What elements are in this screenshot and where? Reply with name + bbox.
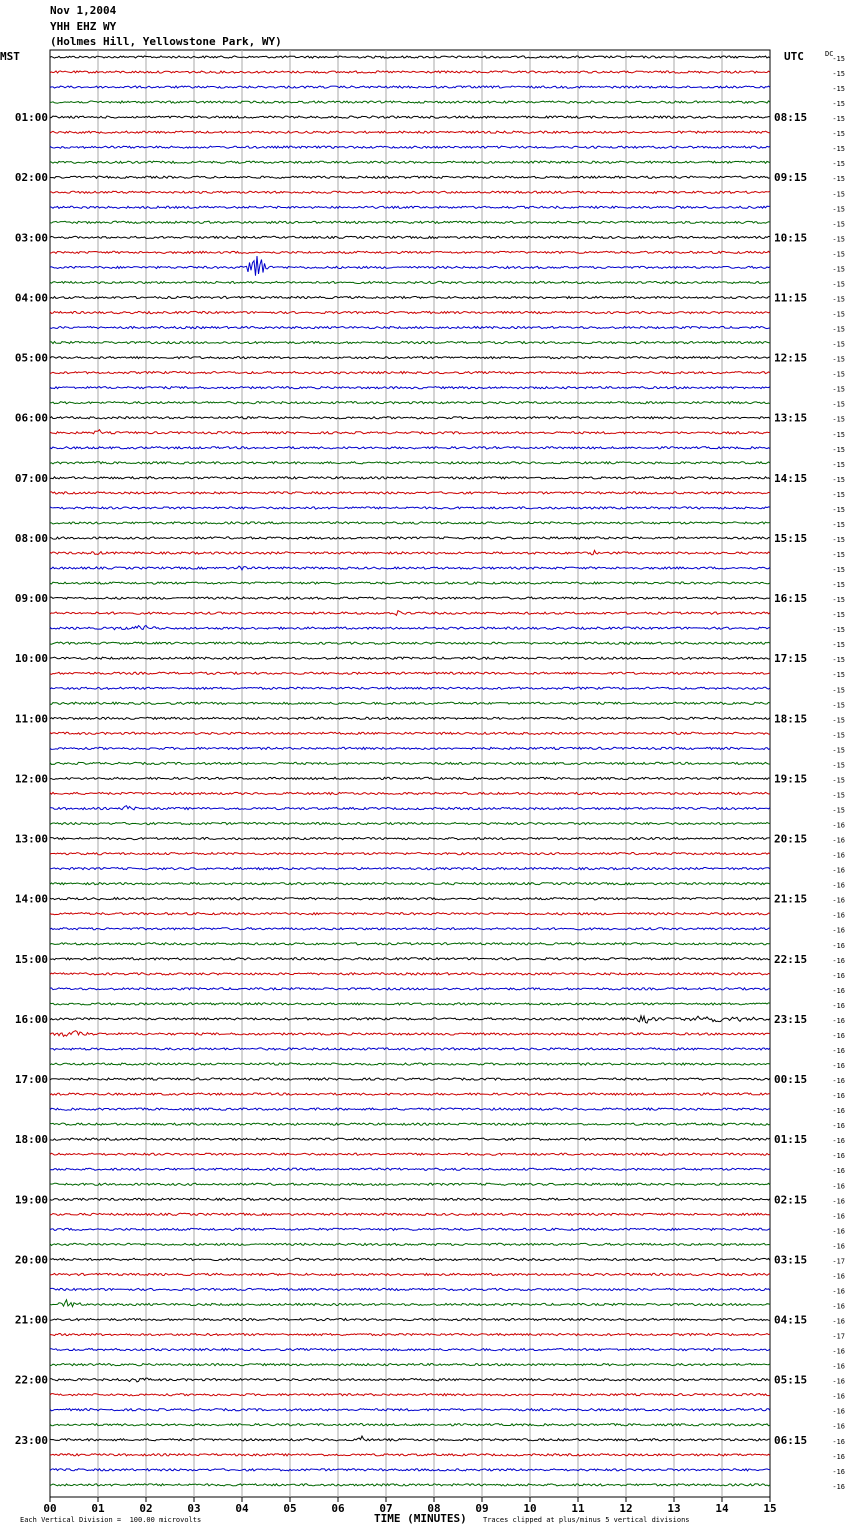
seismic-trace bbox=[50, 146, 770, 148]
right-axis-title: UTC bbox=[784, 50, 804, 63]
dc-offset-label: -15 bbox=[832, 280, 845, 289]
seismic-trace bbox=[50, 311, 770, 313]
seismic-trace bbox=[50, 342, 770, 344]
seismic-trace bbox=[50, 1048, 770, 1050]
seismic-trace bbox=[50, 777, 770, 779]
seismic-trace bbox=[50, 1198, 770, 1200]
seismic-trace bbox=[50, 372, 770, 374]
utc-hour-label: 15:15 bbox=[774, 531, 808, 545]
dc-offset-label: -16 bbox=[832, 1167, 845, 1176]
seismic-trace bbox=[50, 1378, 770, 1382]
dc-offset-label: -16 bbox=[832, 1152, 845, 1161]
seismic-trace bbox=[50, 988, 770, 990]
seismic-trace bbox=[50, 116, 770, 118]
seismic-trace bbox=[50, 1183, 770, 1185]
dc-offset-label: -15 bbox=[832, 160, 845, 169]
dc-offset-label: -15 bbox=[832, 115, 845, 124]
dc-offset-label: -15 bbox=[832, 175, 845, 184]
dc-offset-label: -15 bbox=[832, 205, 845, 214]
dc-offset-label: -15 bbox=[832, 295, 845, 304]
left-axis-title: MST bbox=[0, 50, 20, 63]
seismic-trace bbox=[50, 161, 770, 163]
dc-offset-label: -15 bbox=[832, 626, 845, 635]
dc-offset-label: -16 bbox=[832, 1077, 845, 1086]
seismic-trace bbox=[50, 1031, 770, 1037]
dc-offset-label: -16 bbox=[832, 1362, 845, 1371]
plot-date: Nov 1,2004 bbox=[50, 4, 117, 17]
dc-offset-label: -15 bbox=[832, 566, 845, 575]
mst-hour-label: 06:00 bbox=[14, 411, 48, 425]
utc-hour-label: 05:15 bbox=[774, 1373, 808, 1387]
dc-offset-label: -15 bbox=[832, 611, 845, 620]
dc-offset-label: -16 bbox=[832, 881, 845, 890]
seismic-trace bbox=[50, 1258, 770, 1260]
utc-hour-label: 12:15 bbox=[774, 351, 808, 365]
utc-hour-label: 14:15 bbox=[774, 471, 808, 485]
x-tick-label: 10 bbox=[523, 1502, 537, 1515]
x-tick-label: 01 bbox=[91, 1502, 105, 1515]
seismic-trace bbox=[50, 86, 770, 88]
dc-offset-label: -15 bbox=[832, 100, 845, 109]
dc-offset-label: -16 bbox=[832, 1031, 845, 1040]
dc-offset-label: -15 bbox=[832, 250, 845, 259]
utc-hour-label: 18:15 bbox=[774, 712, 808, 726]
dc-offset-label: -15 bbox=[832, 190, 845, 199]
station-location: (Holmes Hill, Yellowstone Park, WY) bbox=[50, 35, 282, 48]
dc-offset-label: -15 bbox=[832, 325, 845, 334]
seismic-trace bbox=[50, 447, 770, 449]
utc-hour-label: 02:15 bbox=[774, 1193, 808, 1207]
seismic-trace bbox=[50, 430, 770, 434]
seismic-trace bbox=[50, 1273, 770, 1275]
seismic-trace bbox=[50, 1168, 770, 1170]
seismic-trace bbox=[50, 1300, 770, 1307]
seismic-trace bbox=[50, 943, 770, 945]
seismic-trace bbox=[50, 507, 770, 509]
x-tick-label: 04 bbox=[235, 1502, 249, 1515]
utc-hour-label: 13:15 bbox=[774, 411, 808, 425]
dc-offset-label: -16 bbox=[832, 1392, 845, 1401]
dc-offset-label: -16 bbox=[832, 986, 845, 995]
dc-offset-label: -15 bbox=[832, 806, 845, 815]
utc-hour-label: 23:15 bbox=[774, 1012, 808, 1026]
dc-offset-label: -15 bbox=[832, 731, 845, 740]
dc-offset-label: -17 bbox=[832, 1332, 845, 1341]
x-tick-label: 06 bbox=[331, 1502, 345, 1515]
dc-offset-label: -16 bbox=[832, 1046, 845, 1055]
seismic-trace bbox=[50, 747, 770, 749]
dc-offset-label: -15 bbox=[832, 235, 845, 244]
mst-hour-label: 16:00 bbox=[14, 1012, 48, 1026]
x-tick-label: 00 bbox=[43, 1502, 57, 1515]
dc-offset-label: -16 bbox=[832, 1422, 845, 1431]
utc-hour-label: 08:15 bbox=[774, 111, 808, 125]
dc-offset-label: -15 bbox=[832, 535, 845, 544]
dc-offset-label: -16 bbox=[832, 1182, 845, 1191]
utc-hour-label: 11:15 bbox=[774, 291, 808, 305]
mst-hour-label: 21:00 bbox=[14, 1313, 48, 1327]
seismic-trace bbox=[50, 462, 770, 464]
utc-hour-label: 22:15 bbox=[774, 952, 808, 966]
mst-hour-label: 14:00 bbox=[14, 892, 48, 906]
dc-offset-label: -15 bbox=[832, 581, 845, 590]
seismic-trace bbox=[50, 1003, 770, 1005]
dc-offset-label: -16 bbox=[832, 1212, 845, 1221]
mst-hour-label: 18:00 bbox=[14, 1133, 48, 1147]
dc-offset-label: -16 bbox=[832, 1407, 845, 1416]
seismic-trace bbox=[50, 1484, 770, 1486]
seismic-trace bbox=[50, 402, 770, 404]
dc-offset-label: -16 bbox=[832, 1272, 845, 1281]
x-tick-label: 02 bbox=[139, 1502, 153, 1515]
utc-hour-label: 03:15 bbox=[774, 1253, 808, 1267]
mst-hour-label: 04:00 bbox=[14, 291, 48, 305]
dc-offset-label: -15 bbox=[832, 370, 845, 379]
seismic-trace bbox=[50, 1364, 770, 1366]
seismic-trace bbox=[50, 1394, 770, 1396]
mst-hour-label: 12:00 bbox=[14, 772, 48, 786]
dc-offset-label: -15 bbox=[832, 265, 845, 274]
dc-offset-label: -16 bbox=[832, 821, 845, 830]
x-tick-label: 15 bbox=[763, 1502, 777, 1515]
mst-hour-label: 15:00 bbox=[14, 952, 48, 966]
seismic-trace bbox=[50, 1123, 770, 1125]
seismic-trace bbox=[50, 642, 770, 644]
dc-offset-label: -16 bbox=[832, 971, 845, 980]
seismic-trace bbox=[50, 550, 770, 554]
seismic-trace bbox=[50, 221, 770, 223]
seismic-trace bbox=[50, 597, 770, 599]
seismic-trace bbox=[50, 625, 770, 629]
dc-offset-label: -16 bbox=[832, 1452, 845, 1461]
dc-offset-label: -15 bbox=[832, 475, 845, 484]
seismic-trace bbox=[50, 611, 770, 616]
mst-hour-label: 05:00 bbox=[14, 351, 48, 365]
dc-offset-label: -15 bbox=[832, 340, 845, 349]
seismic-trace bbox=[50, 1334, 770, 1336]
utc-hour-label: 06:15 bbox=[774, 1433, 808, 1447]
seismic-trace bbox=[50, 582, 770, 584]
x-tick-label: 11 bbox=[571, 1502, 585, 1515]
dc-offset-label: -15 bbox=[832, 130, 845, 139]
seismic-trace bbox=[50, 522, 770, 524]
seismic-trace bbox=[50, 838, 770, 840]
seismic-trace bbox=[50, 101, 770, 103]
mst-hour-label: 13:00 bbox=[14, 832, 48, 846]
dc-offset-label: -15 bbox=[832, 716, 845, 725]
seismic-trace bbox=[50, 251, 770, 253]
seismic-trace bbox=[50, 1063, 770, 1065]
dc-offset-label: -16 bbox=[832, 1122, 845, 1131]
dc-offset-label: -16 bbox=[832, 896, 845, 905]
dc-offset-label: -16 bbox=[832, 1016, 845, 1025]
dc-offset-label: -16 bbox=[832, 1062, 845, 1071]
seismic-trace bbox=[50, 1153, 770, 1155]
seismic-trace bbox=[50, 1228, 770, 1230]
dc-offset-label: -16 bbox=[832, 1287, 845, 1296]
dc-offset-label: -16 bbox=[832, 866, 845, 875]
mst-hour-label: 09:00 bbox=[14, 592, 48, 606]
seismic-trace bbox=[50, 236, 770, 238]
seismic-trace bbox=[50, 206, 770, 208]
dc-offset-label: -16 bbox=[832, 1137, 845, 1146]
seismic-trace bbox=[50, 958, 770, 960]
dc-offset-label: -15 bbox=[832, 430, 845, 439]
dc-offset-label: -15 bbox=[832, 701, 845, 710]
dc-offset-label: -16 bbox=[832, 1467, 845, 1476]
seismic-trace bbox=[50, 326, 770, 328]
dc-offset-label: -15 bbox=[832, 686, 845, 695]
seismic-trace bbox=[50, 1138, 770, 1140]
seismic-trace bbox=[50, 1349, 770, 1351]
dc-offset-label: -15 bbox=[832, 671, 845, 680]
dc-offset-label: -16 bbox=[832, 836, 845, 845]
x-tick-label: 12 bbox=[619, 1502, 633, 1515]
mst-hour-label: 10:00 bbox=[14, 652, 48, 666]
seismic-trace bbox=[50, 191, 770, 193]
seismic-trace bbox=[50, 883, 770, 885]
mst-hour-label: 20:00 bbox=[14, 1253, 48, 1267]
dc-offset-label: -16 bbox=[832, 1242, 845, 1251]
seismic-trace bbox=[50, 387, 770, 389]
utc-hour-label: 16:15 bbox=[774, 592, 808, 606]
dc-offset-label: -15 bbox=[832, 355, 845, 364]
dc-offset-label: -16 bbox=[832, 1377, 845, 1386]
dc-offset-label: -15 bbox=[832, 490, 845, 499]
utc-hour-label: 10:15 bbox=[774, 231, 808, 245]
seismic-trace bbox=[50, 717, 770, 719]
dc-offset-label: -16 bbox=[832, 1317, 845, 1326]
dc-offset-label: -16 bbox=[832, 1001, 845, 1010]
seismic-trace bbox=[50, 537, 770, 539]
dc-offset-label: -17 bbox=[832, 1257, 845, 1266]
seismic-trace bbox=[50, 1243, 770, 1245]
dc-offset-label: -16 bbox=[832, 1092, 845, 1101]
dc-offset-label: -15 bbox=[832, 85, 845, 94]
seismic-trace bbox=[50, 913, 770, 915]
seismic-trace bbox=[50, 131, 770, 133]
dc-offset-label: -15 bbox=[832, 791, 845, 800]
x-tick-label: 07 bbox=[379, 1502, 393, 1515]
dc-offset-label: -15 bbox=[832, 220, 845, 229]
utc-hour-label: 20:15 bbox=[774, 832, 808, 846]
seismic-trace bbox=[50, 1454, 770, 1456]
utc-hour-label: 09:15 bbox=[774, 171, 808, 185]
x-axis-title: TIME (MINUTES) bbox=[374, 1512, 467, 1525]
dc-offset-label: -15 bbox=[832, 385, 845, 394]
seismic-trace bbox=[50, 176, 770, 178]
seismic-trace bbox=[50, 566, 770, 570]
seismic-trace bbox=[50, 732, 770, 734]
dc-offset-label: -16 bbox=[832, 926, 845, 935]
x-tick-label: 14 bbox=[715, 1502, 729, 1515]
clip-note: Traces clipped at plus/minus 5 vertical divisions bbox=[483, 1516, 690, 1524]
seismic-trace bbox=[50, 1318, 770, 1320]
mst-hour-label: 17:00 bbox=[14, 1073, 48, 1087]
seismic-trace bbox=[50, 1016, 770, 1023]
dc-offset-label: -15 bbox=[832, 596, 845, 605]
seismic-trace bbox=[50, 477, 770, 479]
dc-offset-label: -15 bbox=[832, 460, 845, 469]
seismic-trace bbox=[50, 71, 770, 73]
x-tick-label: 09 bbox=[475, 1502, 489, 1515]
utc-hour-label: 19:15 bbox=[774, 772, 808, 786]
utc-hour-label: 21:15 bbox=[774, 892, 808, 906]
dc-offset-label: -15 bbox=[832, 505, 845, 514]
dc-offset-label: -15 bbox=[832, 145, 845, 154]
seismic-trace bbox=[50, 898, 770, 900]
dc-offset-label: -16 bbox=[832, 1302, 845, 1311]
dc-offset-label: -15 bbox=[832, 776, 845, 785]
mst-hour-label: 01:00 bbox=[14, 111, 48, 125]
seismic-trace bbox=[50, 296, 770, 298]
seismic-trace bbox=[50, 806, 770, 810]
seismic-trace bbox=[50, 928, 770, 930]
dc-offset-label: -16 bbox=[832, 1197, 845, 1206]
seismic-trace bbox=[50, 853, 770, 855]
seismic-trace bbox=[50, 417, 770, 419]
seismic-trace bbox=[50, 256, 770, 276]
dc-offset-label: -16 bbox=[832, 941, 845, 950]
seismic-trace bbox=[50, 868, 770, 870]
seismic-trace bbox=[50, 792, 770, 794]
seismic-trace bbox=[50, 281, 770, 283]
dc-offset-label: -15 bbox=[832, 415, 845, 424]
seismic-trace bbox=[50, 1213, 770, 1215]
seismic-trace bbox=[50, 1436, 770, 1441]
dc-offset-label: -16 bbox=[832, 1107, 845, 1116]
dc-offset-label: -15 bbox=[832, 520, 845, 529]
dc-offset-label: -15 bbox=[832, 55, 845, 63]
dc-offset-label: -16 bbox=[832, 851, 845, 860]
seismic-trace bbox=[50, 56, 770, 58]
seismic-trace bbox=[50, 1469, 770, 1471]
dc-offset-label: -15 bbox=[832, 746, 845, 755]
dc-offset-label: -16 bbox=[832, 1227, 845, 1236]
mst-hour-label: 02:00 bbox=[14, 171, 48, 185]
dc-offset-label: -16 bbox=[832, 956, 845, 965]
seismic-trace bbox=[50, 1409, 770, 1411]
dc-offset-label: -15 bbox=[832, 761, 845, 770]
dc-offset-label: -15 bbox=[832, 641, 845, 650]
seismic-trace bbox=[50, 1078, 770, 1080]
mst-hour-label: 11:00 bbox=[14, 712, 48, 726]
dc-offset-label: -15 bbox=[832, 656, 845, 665]
seismic-trace bbox=[50, 657, 770, 659]
dc-offset-label: -16 bbox=[832, 1347, 845, 1356]
x-tick-label: 13 bbox=[667, 1502, 681, 1515]
seismic-trace bbox=[50, 672, 770, 674]
seismic-trace bbox=[50, 762, 770, 764]
mst-hour-label: 07:00 bbox=[14, 471, 48, 485]
mst-hour-label: 23:00 bbox=[14, 1433, 48, 1447]
x-tick-label: 05 bbox=[283, 1502, 297, 1515]
seismic-trace bbox=[50, 702, 770, 704]
seismic-trace bbox=[50, 492, 770, 494]
mst-hour-label: 03:00 bbox=[14, 231, 48, 245]
mst-hour-label: 08:00 bbox=[14, 531, 48, 545]
seismic-trace bbox=[50, 1108, 770, 1110]
scale-note: Each Vertical Division = 100.00 microvolts bbox=[20, 1516, 202, 1524]
utc-hour-label: 17:15 bbox=[774, 652, 808, 666]
dc-offset-label: -15 bbox=[832, 550, 845, 559]
dc-label: DC bbox=[825, 50, 834, 58]
station-code: YHH EHZ WY bbox=[50, 20, 117, 33]
dc-offset-label: -16 bbox=[832, 1482, 845, 1491]
seismic-trace bbox=[50, 1424, 770, 1426]
x-tick-label: 08 bbox=[427, 1502, 441, 1515]
dc-offset-label: -16 bbox=[832, 911, 845, 920]
seismic-trace bbox=[50, 822, 770, 824]
seismic-trace bbox=[50, 973, 770, 975]
utc-hour-label: 01:15 bbox=[774, 1133, 808, 1147]
dc-offset-label: -15 bbox=[832, 70, 845, 79]
utc-hour-label: 00:15 bbox=[774, 1073, 808, 1087]
seismic-trace bbox=[50, 1093, 770, 1095]
mst-hour-label: 19:00 bbox=[14, 1193, 48, 1207]
dc-offset-label: -15 bbox=[832, 310, 845, 319]
dc-offset-label: -15 bbox=[832, 445, 845, 454]
seismic-trace bbox=[50, 1288, 770, 1290]
x-tick-label: 03 bbox=[187, 1502, 201, 1515]
dc-offset-label: -16 bbox=[832, 1437, 845, 1446]
mst-hour-label: 22:00 bbox=[14, 1373, 48, 1387]
utc-hour-label: 04:15 bbox=[774, 1313, 808, 1327]
seismic-trace bbox=[50, 357, 770, 359]
seismic-trace bbox=[50, 687, 770, 689]
dc-offset-label: -15 bbox=[832, 400, 845, 409]
